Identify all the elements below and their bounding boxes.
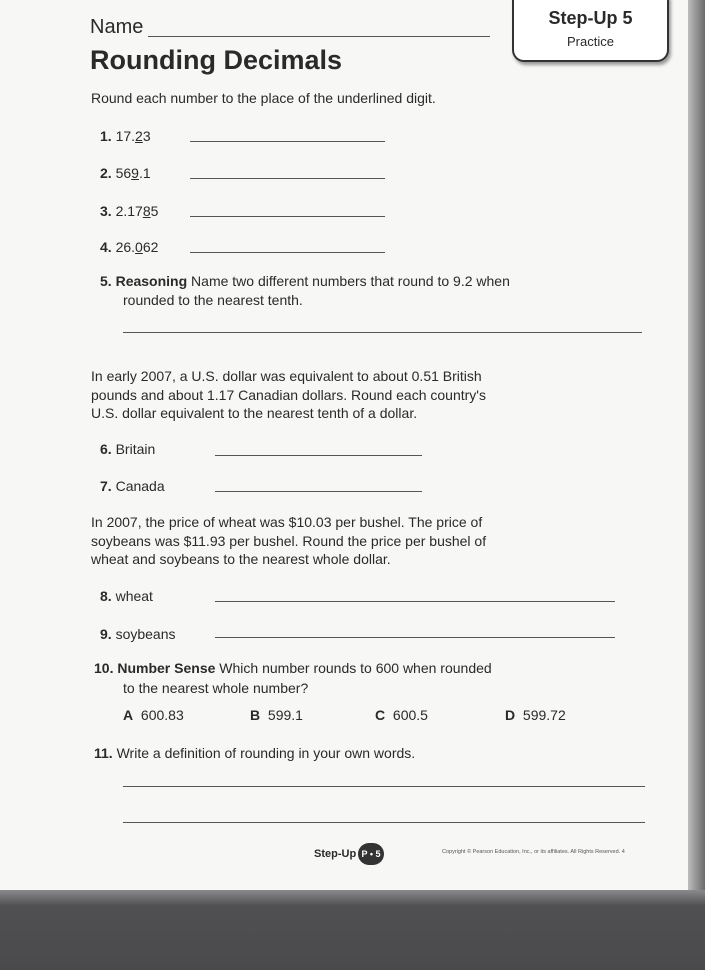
number-value: 2.1785 [115, 203, 159, 219]
option-b[interactable]: B 599.1 [250, 707, 303, 723]
answer-line-9[interactable] [215, 637, 615, 638]
option-c[interactable]: C 600.5 [375, 707, 428, 723]
question-3: 3. 2.1785 [100, 203, 159, 219]
badge-subtitle: Practice [567, 34, 614, 49]
answer-line-4[interactable] [190, 252, 385, 253]
footer-brand: Step-Up [314, 848, 357, 860]
underlined-digit: 8 [142, 203, 151, 219]
step-up-badge [512, 0, 669, 62]
number-value: 26.062 [115, 239, 159, 255]
number-value: 569.1 [115, 165, 151, 181]
answer-line-5[interactable] [123, 332, 642, 333]
question-4: 4. 26.062 [100, 239, 159, 255]
underlined-digit: 2 [135, 128, 143, 144]
name-field[interactable] [148, 36, 490, 37]
question-9: 9. soybeans [100, 626, 176, 642]
badge-title: Step-Up 5 [548, 8, 633, 28]
question-10-text: to the nearest whole number? [123, 680, 309, 696]
answer-line-7[interactable] [215, 491, 422, 492]
question-7: 7. Canada [100, 478, 165, 494]
paragraph-currency: In early 2007, a U.S. dollar was equivalent to about 0.51 British pounds and about 1.17 Canadian dollars. Round each country's U.S. dollar equivalent to the nearest tenth of a dollar. [91, 368, 486, 421]
page-title: Rounding Decimals [90, 45, 343, 75]
question-10: 10. Number Sense Which number rounds to 600 when rounded [94, 660, 492, 676]
question-5-text: rounded to the nearest tenth. [123, 292, 303, 308]
question-8: 8. wheat [100, 588, 153, 604]
question-1: 1. 17.23 [100, 128, 151, 144]
answer-line-2[interactable] [190, 178, 385, 179]
page-badge: P • 5 [358, 843, 384, 865]
answer-line-11a[interactable] [123, 786, 645, 787]
question-6: 6. Britain [100, 441, 156, 457]
question-2: 2. 569.1 [100, 165, 151, 181]
option-a[interactable]: A 600.83 [123, 707, 184, 723]
number-value: 17.23 [115, 128, 151, 144]
instruction: Round each number to the place of the underlined digit. [91, 90, 436, 106]
name-label: Name [90, 16, 144, 38]
answer-line-3[interactable] [190, 216, 385, 217]
page-edge [688, 0, 705, 895]
copyright: Copyright © Pearson Education, Inc., or its affiliates. All Rights Reserved. 4 [442, 849, 625, 855]
answer-line-1[interactable] [190, 141, 385, 142]
underlined-digit: 0 [135, 239, 143, 255]
answer-line-11b[interactable] [123, 822, 645, 823]
answer-line-6[interactable] [215, 455, 422, 456]
option-d[interactable]: D 599.72 [505, 707, 566, 723]
paragraph-wheat: In 2007, the price of wheat was $10.03 per bushel. The price of soybeans was $11.93 per bushel. Round the price per bushel of wheat and soybeans to the nearest whole dollar. [91, 514, 487, 567]
underlined-digit: 9 [131, 165, 139, 181]
answer-line-8[interactable] [215, 601, 615, 602]
question-11: 11. Write a definition of rounding in your own words. [94, 745, 416, 761]
question-5: 5. Reasoning Name two different numbers that round to 9.2 when [100, 273, 510, 289]
scanner-background [0, 890, 705, 970]
